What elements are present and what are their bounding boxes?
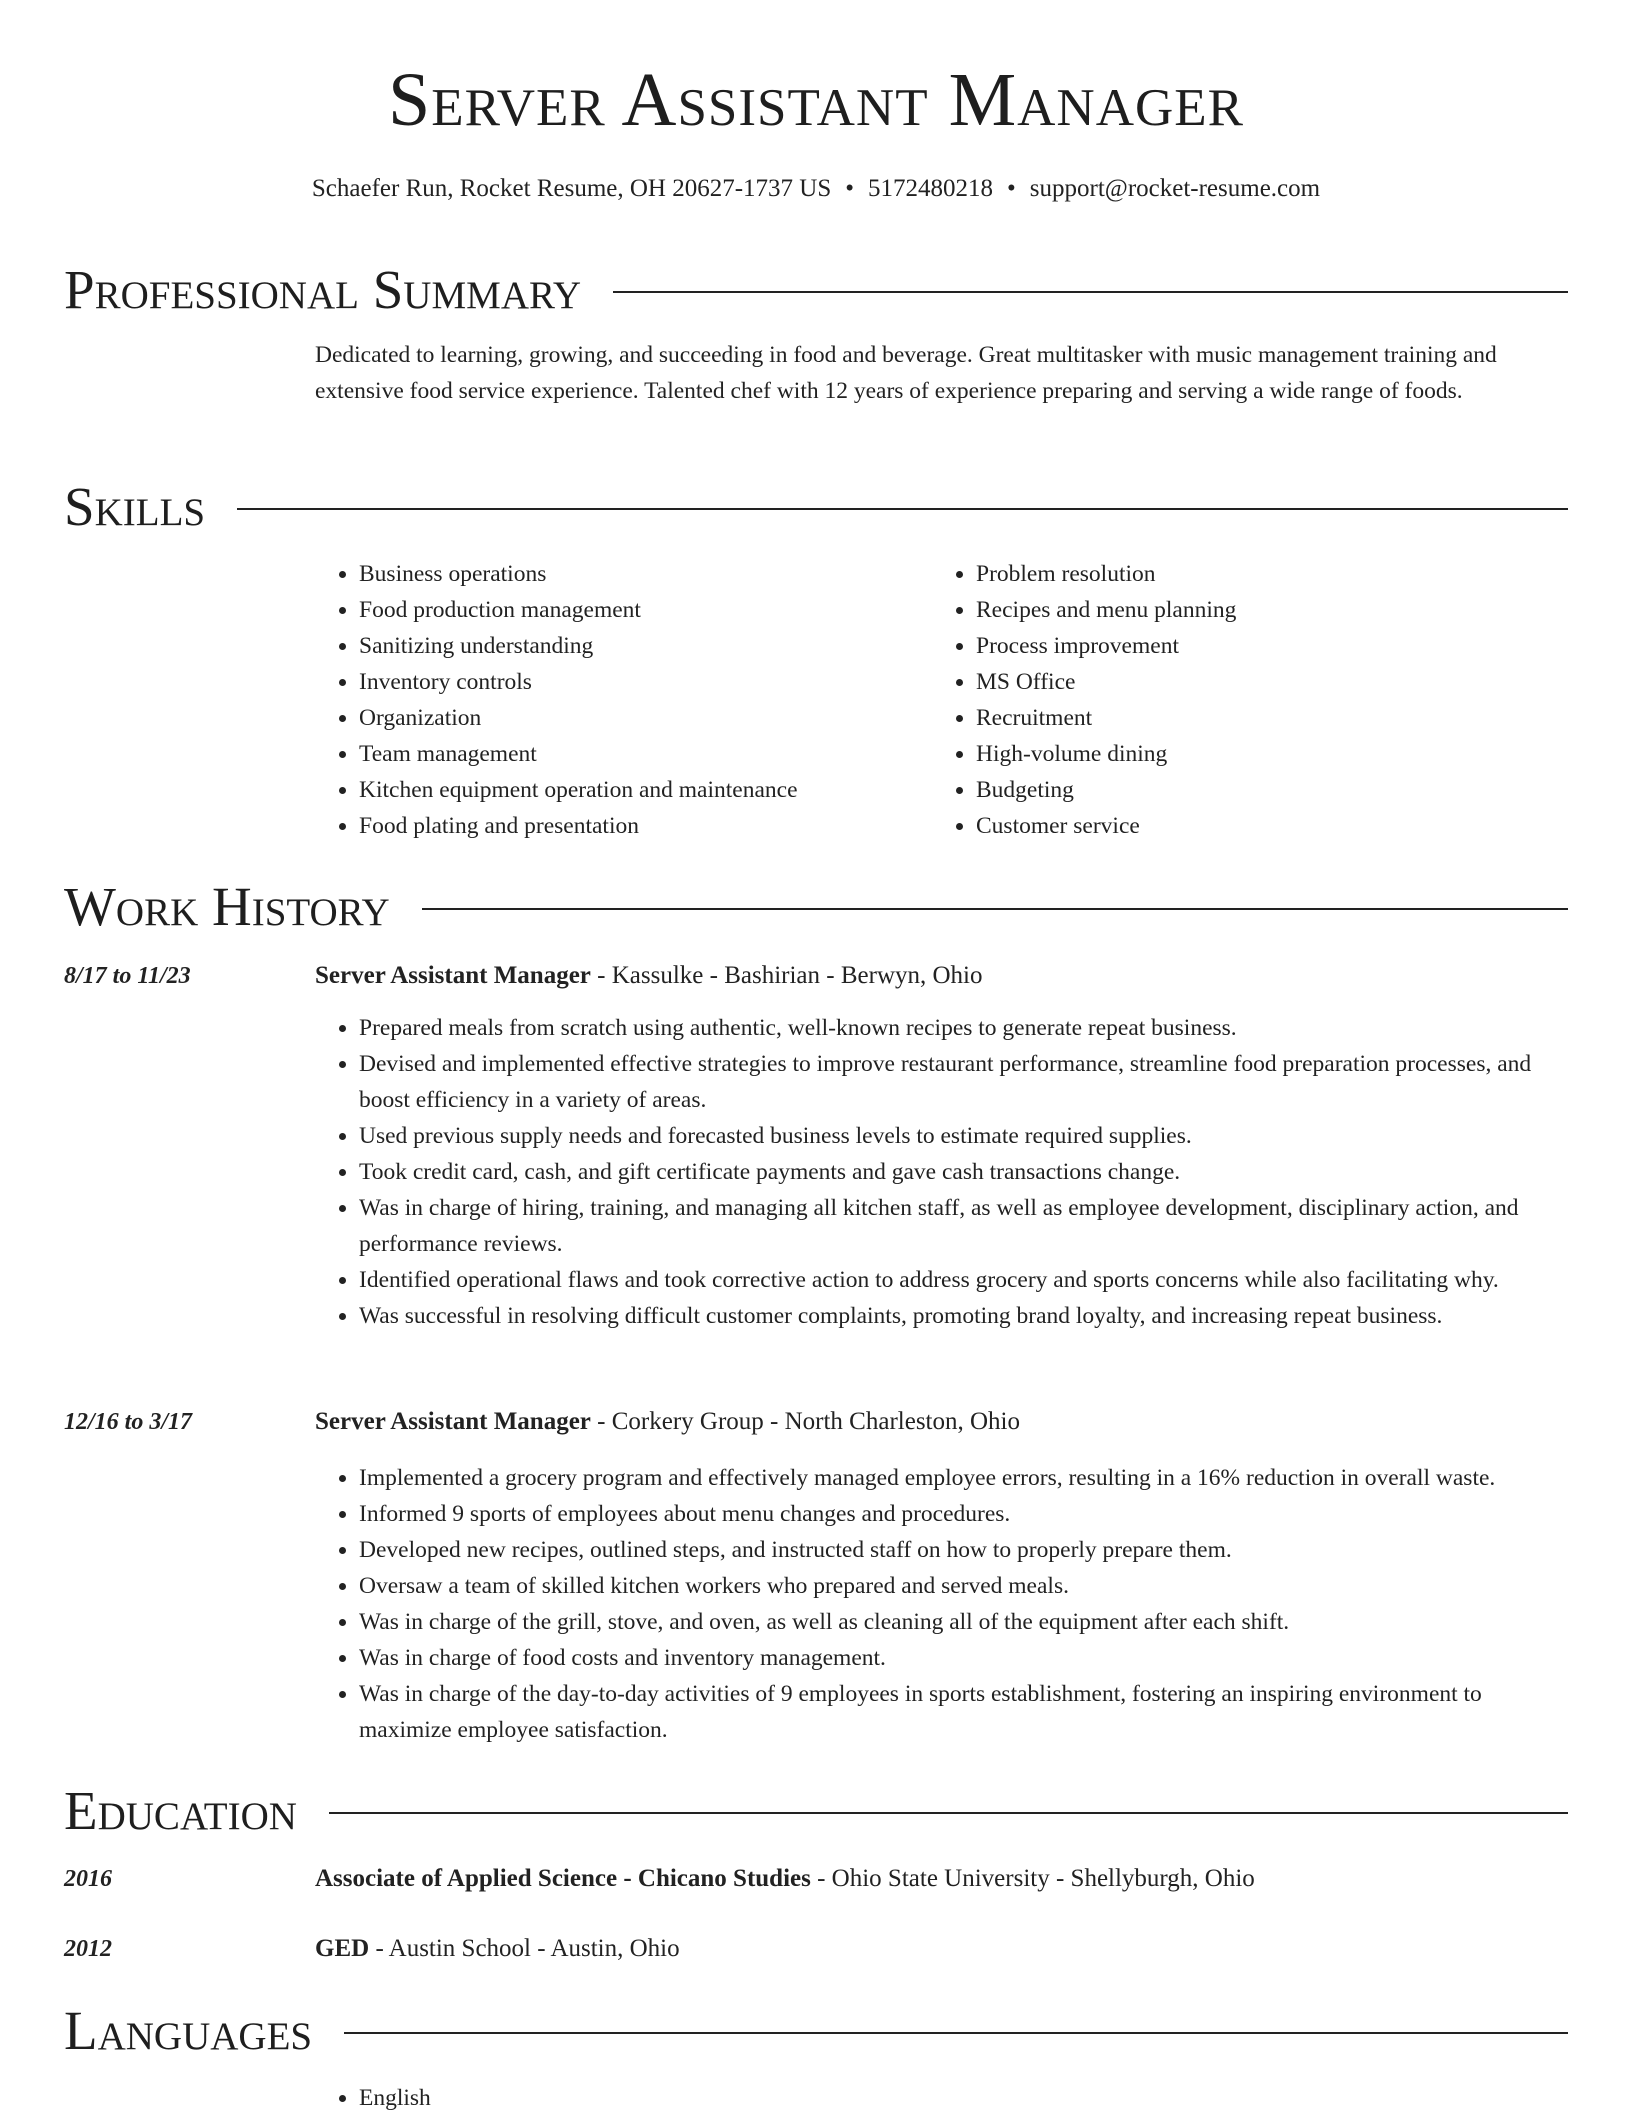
education-year: 2012	[64, 1936, 112, 1962]
skill-item: • Problem resolution	[976, 556, 1542, 592]
skill-item: • Team management	[359, 736, 925, 772]
contact-address: Schaefer Run, Rocket Resume, OH 20627-1737 US	[311, 175, 832, 202]
skill-item: • Food production management	[359, 592, 925, 628]
skill-item: • Kitchen equipment operation and maintenance	[359, 772, 925, 808]
job-bullet: • Prepared meals from scratch using authentic, well-known recipes to generate repeat business.	[359, 1010, 1568, 1046]
candidate-name: Server Assistant Manager	[388, 58, 1244, 142]
skills-section-header	[64, 476, 1568, 537]
education-details: - Ohio State University - Shellyburgh, Ohio	[810, 1865, 1255, 1892]
education-line	[315, 1936, 680, 1961]
skill-item: • Process improvement	[976, 628, 1542, 664]
job-bullet: • Was successful in resolving difficult customer complaints, promoting brand loyalty, and increasing repeat business.	[359, 1298, 1568, 1334]
section-divider	[422, 908, 1568, 910]
summary-section-title: Professional Summary	[64, 259, 582, 320]
skills-column-right	[932, 556, 1542, 844]
education-degree: GED	[315, 1935, 370, 1962]
education-section-header	[64, 1780, 1568, 1841]
job-details: - Kassulke - Bashirian - Berwyn, Ohio	[590, 962, 983, 989]
job-dates: 8/17 to 11/23	[64, 963, 191, 989]
job-bullets	[315, 1010, 1568, 1334]
education-year: 2016	[64, 1866, 112, 1892]
skill-item: • Budgeting	[976, 772, 1542, 808]
section-divider	[344, 2032, 1568, 2034]
languages-section-title: Languages	[64, 2000, 313, 2061]
summary-section-header	[64, 259, 1568, 320]
job-role: Server Assistant Manager	[315, 962, 591, 989]
job-bullet: • Took credit card, cash, and gift certificate payments and gave cash transactions change.	[359, 1154, 1568, 1190]
skill-item: • Sanitizing understanding	[359, 628, 925, 664]
job-bullet: • Oversaw a team of skilled kitchen workers who prepared and served meals.	[359, 1568, 1568, 1604]
skills-column-left	[315, 556, 925, 844]
languages-section-header	[64, 2000, 1568, 2061]
contact-email: support@rocket-resume.com	[1029, 175, 1321, 202]
job-bullet: • Devised and implemented effective strategies to improve restaurant performance, streamline food preparation processes, and boost efficiency in a variety of areas.	[359, 1046, 1568, 1118]
job-bullet: • Developed new recipes, outlined steps, and instructed staff on how to properly prepare them.	[359, 1532, 1568, 1568]
education-section-title: Education	[64, 1780, 297, 1841]
job-bullet: • Was in charge of the day-to-day activities of 9 employees in sports establishment, fostering an inspiring environment to maximize employee satisfaction.	[359, 1676, 1568, 1748]
skill-item: • Customer service	[976, 808, 1542, 844]
language-item: • English	[359, 2080, 1568, 2116]
education-details: - Austin School - Austin, Ohio	[369, 1935, 680, 1962]
job-title-line	[315, 1409, 1020, 1434]
skill-item: • Business operations	[359, 556, 925, 592]
education-line	[315, 1866, 1255, 1891]
job-title-line	[315, 963, 983, 988]
job-role: Server Assistant Manager	[315, 1408, 591, 1435]
section-divider	[329, 1812, 1568, 1814]
section-divider	[613, 291, 1568, 293]
work-section-header	[64, 876, 1568, 937]
skill-item: • High-volume dining	[976, 736, 1542, 772]
job-bullet: • Was in charge of hiring, training, and managing all kitchen staff, as well as employee development, disciplinary action, and performance reviews.	[359, 1190, 1568, 1262]
contact-separator: •	[1007, 175, 1016, 202]
skill-item: • MS Office	[976, 664, 1542, 700]
contact-separator: •	[845, 175, 855, 202]
job-bullets	[315, 1460, 1568, 1748]
skills-section-title: Skills	[64, 476, 206, 537]
section-divider	[237, 508, 1568, 510]
contact-phone: 5172480218	[868, 175, 994, 202]
contact-line	[64, 176, 1568, 201]
work-section-title: Work History	[64, 876, 390, 937]
job-bullet: • Was in charge of food costs and inventory management.	[359, 1640, 1568, 1676]
job-bullet: • Informed 9 sports of employees about menu changes and procedures.	[359, 1496, 1568, 1532]
job-bullet: • Used previous supply needs and forecasted business levels to estimate required supplies.	[359, 1118, 1568, 1154]
skill-item: • Recruitment	[976, 700, 1542, 736]
skill-item: • Recipes and menu planning	[976, 592, 1542, 628]
languages-list	[315, 2080, 1568, 2116]
education-degree: Associate of Applied Science - Chicano Studies	[315, 1865, 811, 1892]
job-bullet: • Implemented a grocery program and effectively managed employee errors, resulting in a 16% reduction in overall waste.	[359, 1460, 1568, 1496]
skill-item: • Inventory controls	[359, 664, 925, 700]
summary-text: Dedicated to learning, growing, and succeeding in food and beverage. Great multitasker with music management training and extensive food service experience. Talented chef with 12 years of experience preparing and serving a wide range of foods.	[315, 342, 1497, 404]
skill-item: • Organization	[359, 700, 925, 736]
job-details: - Corkery Group - North Charleston, Ohio	[590, 1408, 1020, 1435]
job-dates: 12/16 to 3/17	[64, 1409, 193, 1435]
job-bullet: • Identified operational flaws and took corrective action to address grocery and sports concerns while also facilitating why.	[359, 1262, 1568, 1298]
skill-item: • Food plating and presentation	[359, 808, 925, 844]
job-bullet: • Was in charge of the grill, stove, and oven, as well as cleaning all of the equipment after each shift.	[359, 1604, 1568, 1640]
